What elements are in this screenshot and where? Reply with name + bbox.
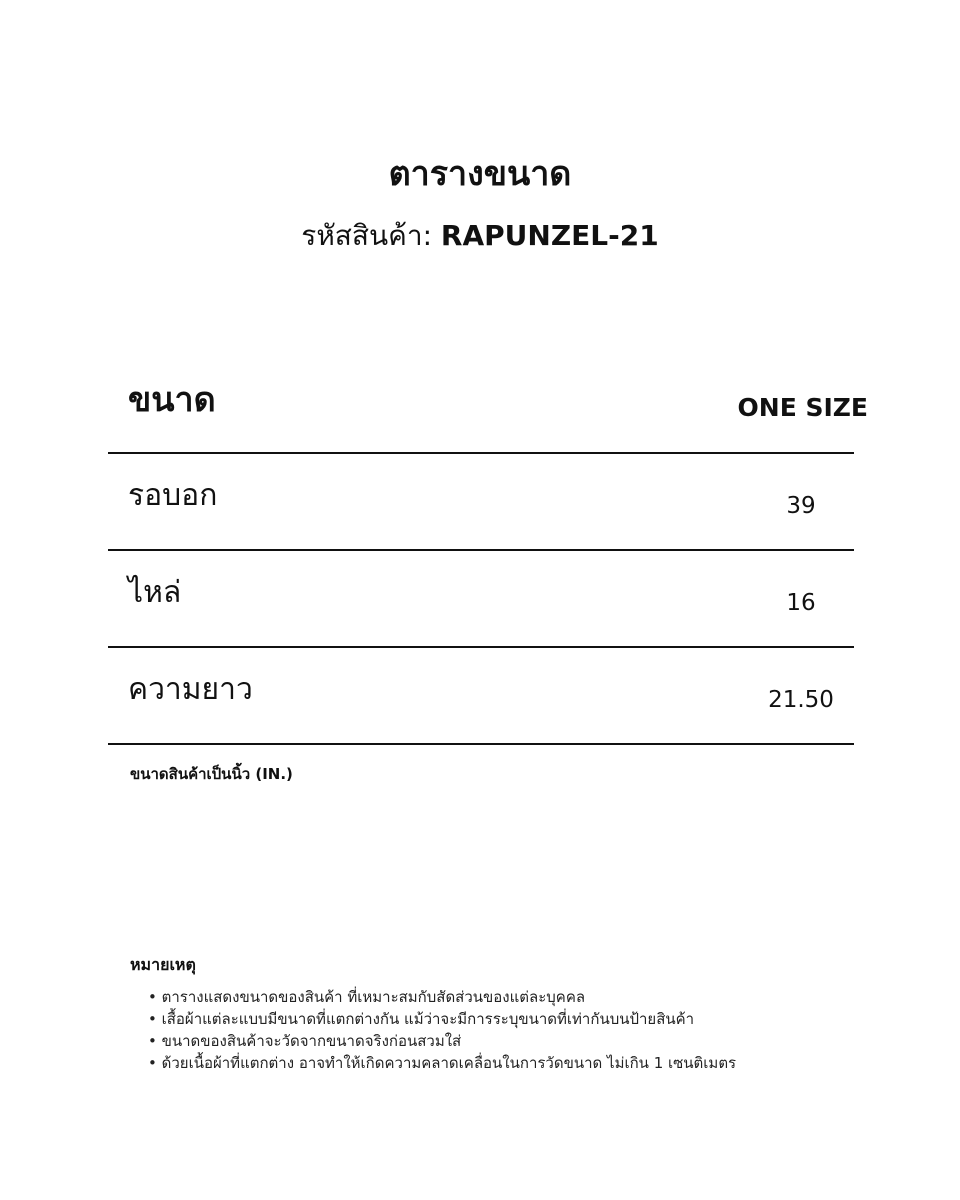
notes-title: หมายเหตุ: [130, 955, 196, 974]
row-label-chest: รอบอก: [128, 478, 218, 513]
row-value-chest: 39: [786, 493, 816, 519]
row-value-length: 21.50: [768, 687, 834, 713]
page-title: ตารางขนาด: [388, 154, 572, 194]
unit-note: ขนาดสินค้าเป็นนิ้ว (IN.): [130, 765, 293, 783]
note-item: • ด้วยเนื้อผ้าที่แตกต่าง อาจทำให้เกิดความคลาดเคลื่อนในการวัดขนาด ไม่เกิน 1 เซนติเมตร: [148, 1052, 910, 1074]
note-item: • เสื้อผ้าแต่ละแบบมีขนาดที่แตกต่างกัน แม้ว่าจะมีการระบุขนาดที่เท่ากันบนป้ายสินค้า: [148, 1008, 910, 1030]
row-label-shoulder: ไหล่: [128, 575, 182, 610]
size-table: [108, 372, 868, 745]
row-value-shoulder: 16: [786, 590, 816, 616]
column-header-size: ขนาด: [128, 380, 216, 420]
table-header-row: [108, 372, 868, 454]
note-item: • ตารางแสดงขนาดของสินค้า ที่เหมาะสมกับสัดส่วนของแต่ละบุคคล: [148, 986, 910, 1008]
product-code: [0, 214, 960, 258]
product-code-value: RAPUNZEL-21: [440, 219, 659, 252]
note-item: • ขนาดของสินค้าจะวัดจากขนาดจริงก่อนสวมใส่: [148, 1030, 910, 1052]
table-row: [108, 648, 854, 745]
row-label-length: ความยาว: [128, 672, 253, 707]
table-row: [108, 551, 854, 648]
notes-list: [130, 986, 910, 1074]
table-row: [108, 454, 854, 551]
product-code-label: รหัสสินค้า:: [301, 219, 432, 252]
notes-section: [130, 953, 910, 1074]
column-header-one-size: ONE SIZE: [737, 393, 868, 422]
